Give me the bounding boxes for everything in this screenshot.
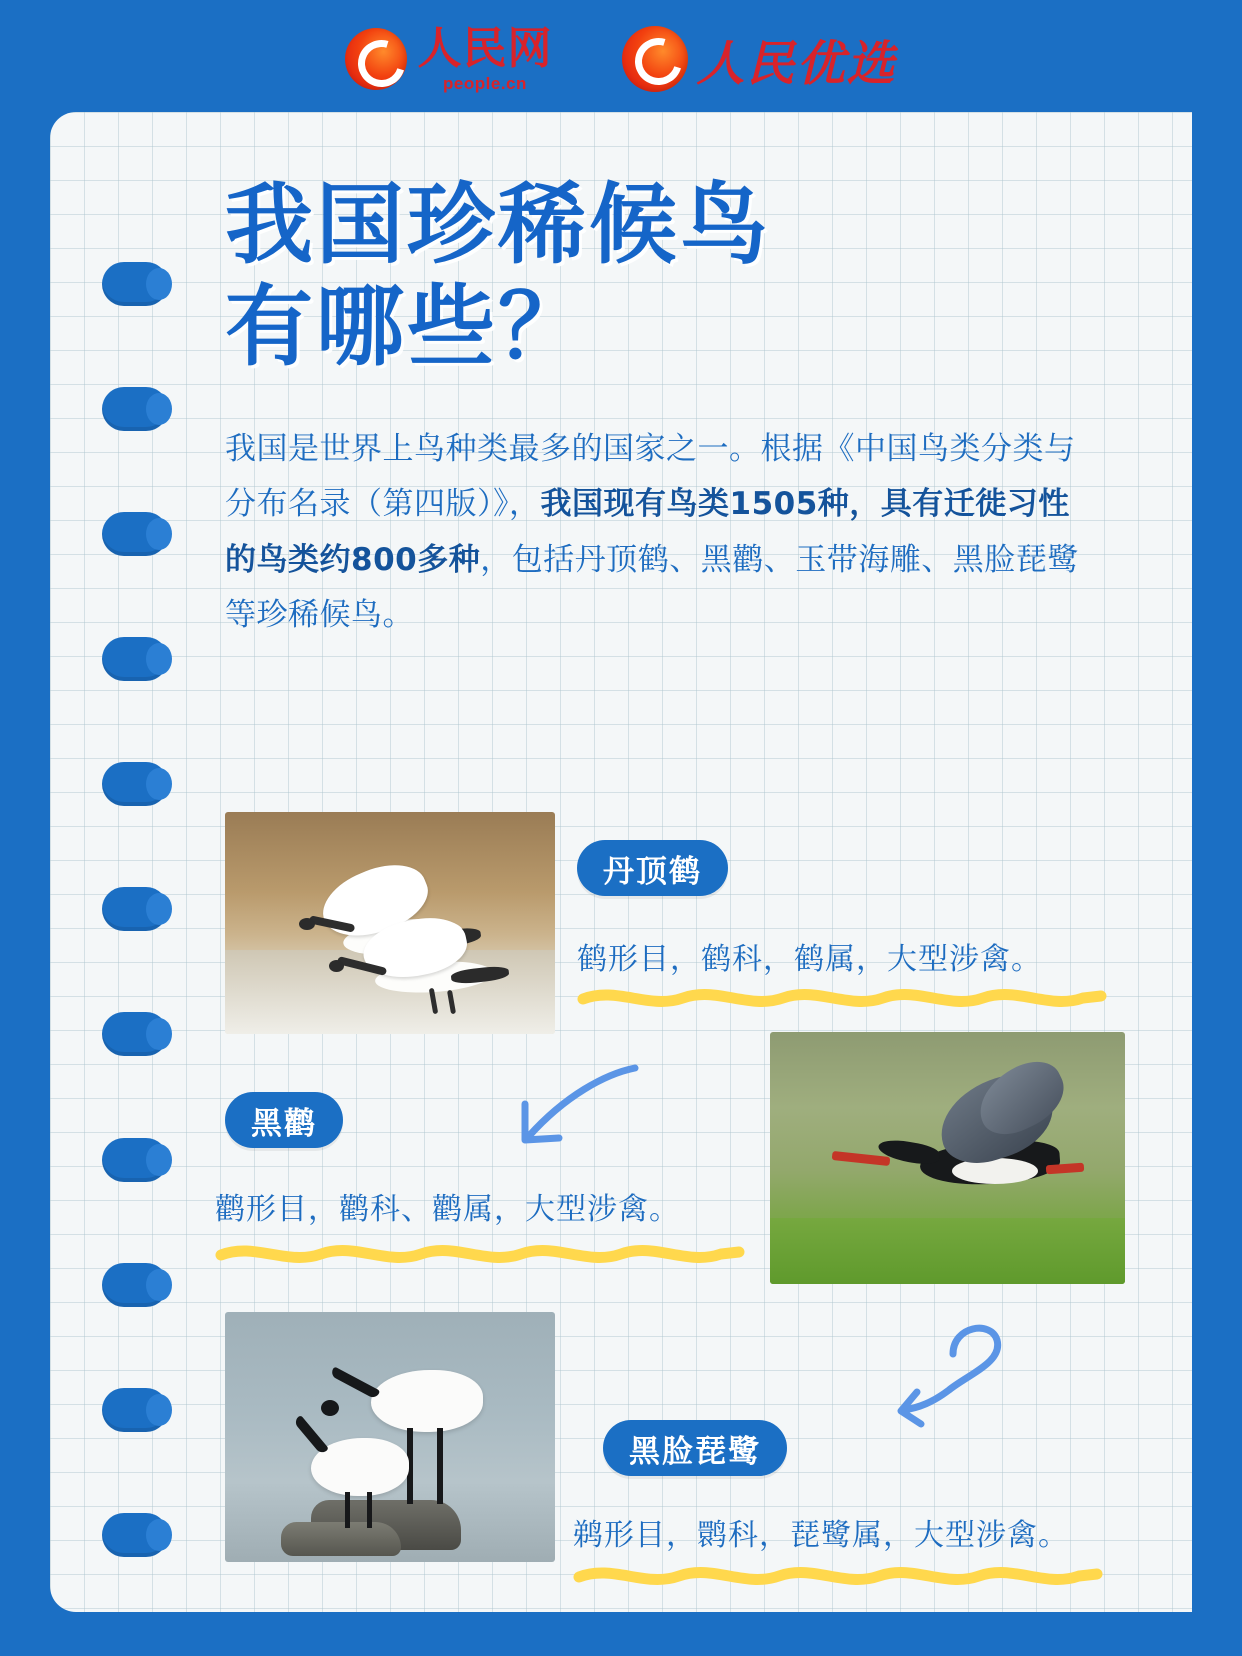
bird-desc-spoonbill: 鹈形目，鹮科，琵鹭属，大型涉禽。 (573, 1518, 1069, 1553)
bird-desc-crane: 鹤形目，鹤科，鹤属，大型涉禽。 (577, 942, 1042, 977)
binding-ring (102, 387, 168, 431)
pointer-arrow-spoonbill (883, 1312, 1033, 1432)
binding-ring (102, 512, 168, 556)
page-title-line-1: 我国珍稀候鸟 (225, 173, 772, 276)
intro-part-1: 我国是世界上鸟种类最多的国家之一。根据《中国鸟类分类与分布名录（第四版）》， (225, 431, 1076, 523)
intro-part-2: ，包括丹顶鹤、黑鹳、玉带海雕、黑脸琵鹭等珍稀候鸟。 (225, 541, 1079, 633)
people-cn-logo[interactable] (345, 22, 553, 93)
binding-ring (102, 1513, 168, 1557)
people-cn-logo-label: 人民网 (417, 22, 553, 74)
highlight-squiggle-crane (577, 984, 1107, 1010)
binding-ring (102, 1138, 168, 1182)
page-title (225, 174, 1135, 378)
bird-photo-blackstork (770, 1032, 1125, 1284)
bird-photo-crane (225, 812, 555, 1034)
people-logo-icon (345, 28, 407, 90)
spiral-binding (102, 262, 168, 1612)
bird-name-badge-spoonbill: 黑脸琵鹭 (603, 1420, 787, 1476)
bird-photo-spoonbill (225, 1312, 555, 1562)
binding-ring (102, 887, 168, 931)
page-title-line-2: 有哪些？ (225, 275, 590, 379)
highlight-squiggle-spoonbill (573, 1562, 1103, 1588)
intro-emphasis: 我国现有鸟类1505种，具有迁徙习性的鸟类约800多种 (225, 486, 1070, 578)
people-youxuan-logo[interactable] (622, 25, 896, 94)
intro-paragraph (225, 422, 1087, 643)
binding-ring (102, 637, 168, 681)
bird-desc-blackstork: 鹳形目，鹳科、鹳属，大型涉禽。 (215, 1192, 680, 1227)
binding-ring (102, 1012, 168, 1056)
header-logos (0, 0, 1242, 118)
people-cn-logo-url: people.cn (443, 73, 527, 93)
binding-ring (102, 762, 168, 806)
binding-ring (102, 1388, 168, 1432)
pointer-arrow-blackstork (455, 1062, 645, 1172)
youxuan-logo-label: 人民优选 (696, 35, 897, 92)
bird-name-badge-blackstork: 黑鹳 (225, 1092, 343, 1148)
youxuan-logo-icon (622, 26, 688, 92)
poster-card (50, 112, 1192, 1612)
bird-name-badge-crane: 丹顶鹤 (577, 840, 728, 896)
binding-ring (102, 262, 168, 306)
highlight-squiggle-blackstork (215, 1240, 745, 1266)
binding-ring (102, 1263, 168, 1307)
